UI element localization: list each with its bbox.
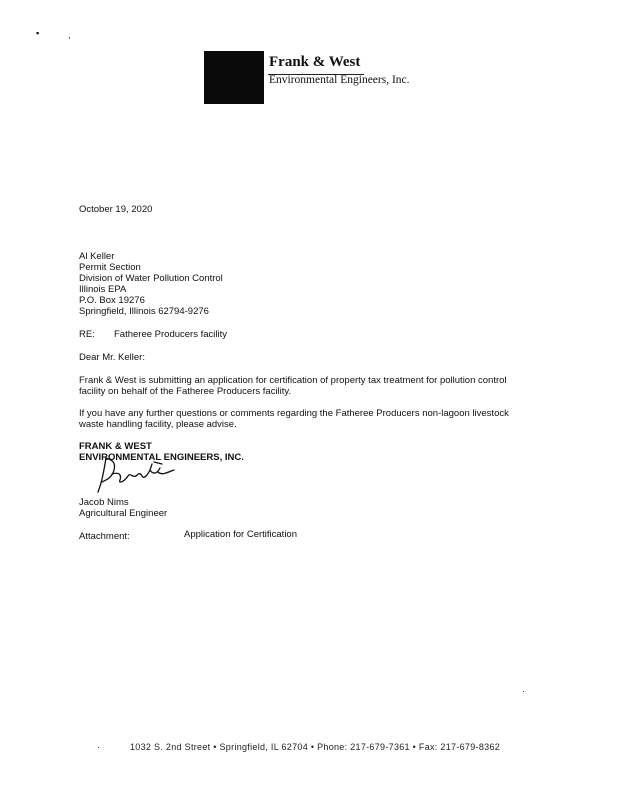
salutation: Dear Mr. Keller: (79, 352, 145, 363)
letter-date: October 19, 2020 (79, 204, 153, 215)
body-paragraph-line: waste handling facility, please advise. (79, 419, 237, 430)
recipient-name: Al Keller (79, 251, 115, 262)
attachment-label: Attachment: (79, 531, 130, 542)
re-subject: Fatheree Producers facility (114, 329, 227, 340)
recipient-line: Division of Water Pollution Control (79, 273, 223, 284)
company-subtitle: Environmental Engineers, Inc. (269, 74, 410, 86)
scan-speck: · (97, 742, 100, 752)
attachment-value: Application for Certification (184, 529, 297, 540)
re-label: RE: (79, 329, 95, 340)
body-paragraph-line: If you have any further questions or comments regarding the Fatheree Producers non-lagoon livestock (79, 408, 509, 419)
handwritten-signature (92, 452, 182, 497)
signature-company: ENVIRONMENTAL ENGINEERS, INC. (79, 452, 244, 463)
signer-title: Agricultural Engineer (79, 508, 168, 519)
body-paragraph-line: Frank & West is submitting an application for certification of property tax treatment for pollution control (79, 375, 507, 386)
recipient-line: Illinois EPA (79, 284, 127, 295)
signer-name: Jacob Nims (79, 497, 129, 508)
scan-speck: ▪ (36, 28, 40, 38)
company-name: Frank & West (269, 54, 361, 70)
body-paragraph-line: facility on behalf of the Fatheree Producers facility. (79, 386, 292, 397)
company-logo-block (204, 51, 264, 104)
signature-company: FRANK & WEST (79, 441, 152, 452)
letterhead-footer: 1032 S. 2nd Street • Springfield, IL 62704 • Phone: 217-679-7361 • Fax: 217-679-8362 (130, 742, 501, 752)
recipient-line: Permit Section (79, 262, 141, 273)
scan-speck: , (68, 30, 71, 40)
scan-speck: · (522, 686, 525, 696)
recipient-line: Springfield, Illinois 62794-9276 (79, 306, 209, 317)
recipient-line: P.O. Box 19276 (79, 295, 145, 306)
